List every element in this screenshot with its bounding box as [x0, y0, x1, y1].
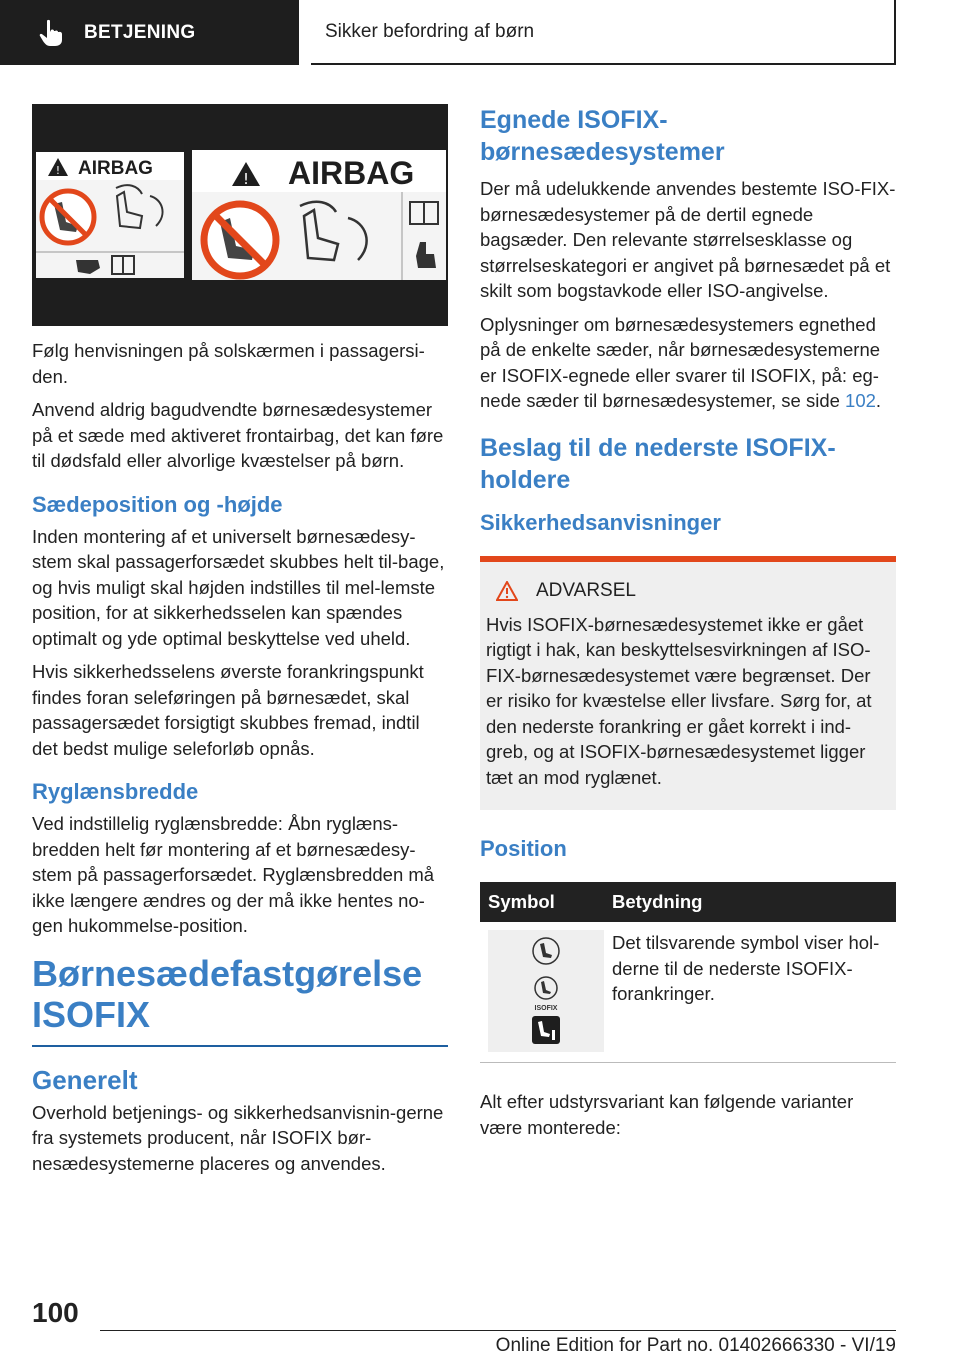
heading-position: Position	[480, 836, 567, 861]
heading-isofix-mounting: Børnesædefastgørelse ISOFIX	[32, 952, 423, 1035]
column-header-symbol: Symbol	[480, 882, 604, 922]
warning-text: Hvis ISOFIX-børnesædesystemet ikke er gået rigtigt i hak, kan beskyttelsesvirkningen af ISO-FIX-børnesædesystemet være begrænset. Der er risiko for kvæstelse eller livsfare. Sørg for, at den nederste forankring er gået korrekt i ind-greb, og at ISOFIX-børnesædesystemet ligger tæt an mod ryglænet.	[486, 613, 872, 788]
svg-text:!: !	[55, 164, 61, 177]
isofix-symbols	[488, 930, 604, 1052]
page-reference-link[interactable]: 102	[845, 390, 876, 411]
warning-box	[480, 556, 896, 811]
heading-seat-position: Sædeposition og -højde	[32, 491, 283, 517]
heading-backrest-width: Ryglænsbredde	[32, 779, 199, 804]
right-column	[480, 104, 896, 1148]
heading-rule	[32, 1045, 448, 1047]
heading-lower-isofix-brackets: Beslag til de nederste ISOFIX-holdere	[480, 433, 836, 494]
edition-label: Online Edition for Part no. 01402666330 - VI/19	[495, 1335, 896, 1356]
page-title-box	[311, 0, 896, 65]
paragraph-rear-facing-warning: Anvend aldrig bagudvendte børnesædesystemer på et sæde med aktiveret frontairbag, det kan føre til dødsfald eller alvorlige kvæstelser på børn.	[32, 399, 444, 471]
meaning-cell: Det tilsvarende symbol viser hol-derne til de nederste ISOFIX-forankringer.	[612, 932, 880, 1004]
svg-text:AIRBAG: AIRBAG	[288, 155, 415, 191]
header-section-tab	[0, 0, 299, 65]
warning-title: ADVARSEL	[536, 579, 636, 601]
pointing-hand-icon	[38, 19, 64, 47]
isofix-icon	[535, 977, 558, 1012]
symbol-table	[480, 882, 896, 1052]
section-label: BETJENING	[84, 21, 196, 43]
svg-text:ISOFIX: ISOFIX	[534, 1005, 558, 1012]
page-title: Sikker befordring af børn	[325, 20, 535, 42]
paragraph-suitable-isofix: Der må udelukkende anvendes bestemte ISO-FIX-børnesædesystemer på de dertil egnede bagsæder. Den relevante størrelsesklasse og størrelseskategori er angivet på børnesædet på et skilt som bogstavkode eller ISO-angivelse.	[480, 178, 896, 301]
paragraph-belt-anchor: Hvis sikkerhedsselens øverste forankringspunkt findes foran seleføringen på børnesædet, skal passagersædet forsigtigt skubbes fremad, indtil det bedst mulige seleforløb opnås.	[32, 661, 424, 759]
heading-general: Generelt	[32, 1064, 138, 1095]
child-seat-square-icon	[532, 1016, 560, 1044]
paragraph-seat-position: Inden montering af et universelt børnesædesy-stem skal passagerforsædet skubbes helt til-bage, og hvis muligt skal højden indstilles til mel-lemste position, for at sikkerhedsselen kan spændes optimalt og yde optimal beskyttelse ved uheld.	[32, 525, 445, 649]
table-bottom-rule	[480, 1062, 896, 1063]
page-number: 100	[32, 1297, 79, 1328]
footer-rule	[100, 1330, 896, 1331]
column-header-meaning: Betydning	[604, 882, 896, 922]
paragraph-suitability-info: Oplysninger om børnesædesystemers egnethed på de enkelte sæder, når børnesædesystemerne er ISOFIX-egnede eller svarer til ISOFIX, på: eg-nede sæder til børnesædesystemer, se side 102.	[480, 313, 882, 411]
heading-suitable-isofix: Egnede ISOFIX-børnesædesystemer	[480, 106, 725, 166]
left-column	[32, 104, 448, 1184]
table-row	[480, 922, 896, 1052]
svg-text:AIRBAG: AIRBAG	[78, 158, 153, 179]
paragraph-variants: Alt efter udstyrsvariant kan følgende varianter være monterede:	[480, 1091, 854, 1138]
child-seat-circle-icon	[533, 938, 559, 964]
svg-text:!: !	[242, 170, 250, 188]
paragraph-backrest-width: Ved indstillelig ryglænsbredde: Åbn ryglæns-bredden helt før montering af et børnesædesy-stem på passagerforsædet. Ryglænsbredden må ikke længere ændres og der må ikke hentes no-gen hukommelse-position.	[32, 813, 435, 936]
paragraph-sun-visor: Følg henvisningen på solskærmen i passagersi-den.	[32, 340, 425, 387]
warning-triangle-icon	[496, 581, 518, 601]
paragraph-general: Overhold betjenings- og sikkerhedsanvisnin-gerne fra systemets producent, når ISOFIX bør-nesædesystemerne placeres og anvendes.	[32, 1101, 444, 1174]
heading-safety-notes: Sikkerhedsanvisninger	[480, 509, 721, 535]
airbag-warning-image	[32, 104, 448, 326]
